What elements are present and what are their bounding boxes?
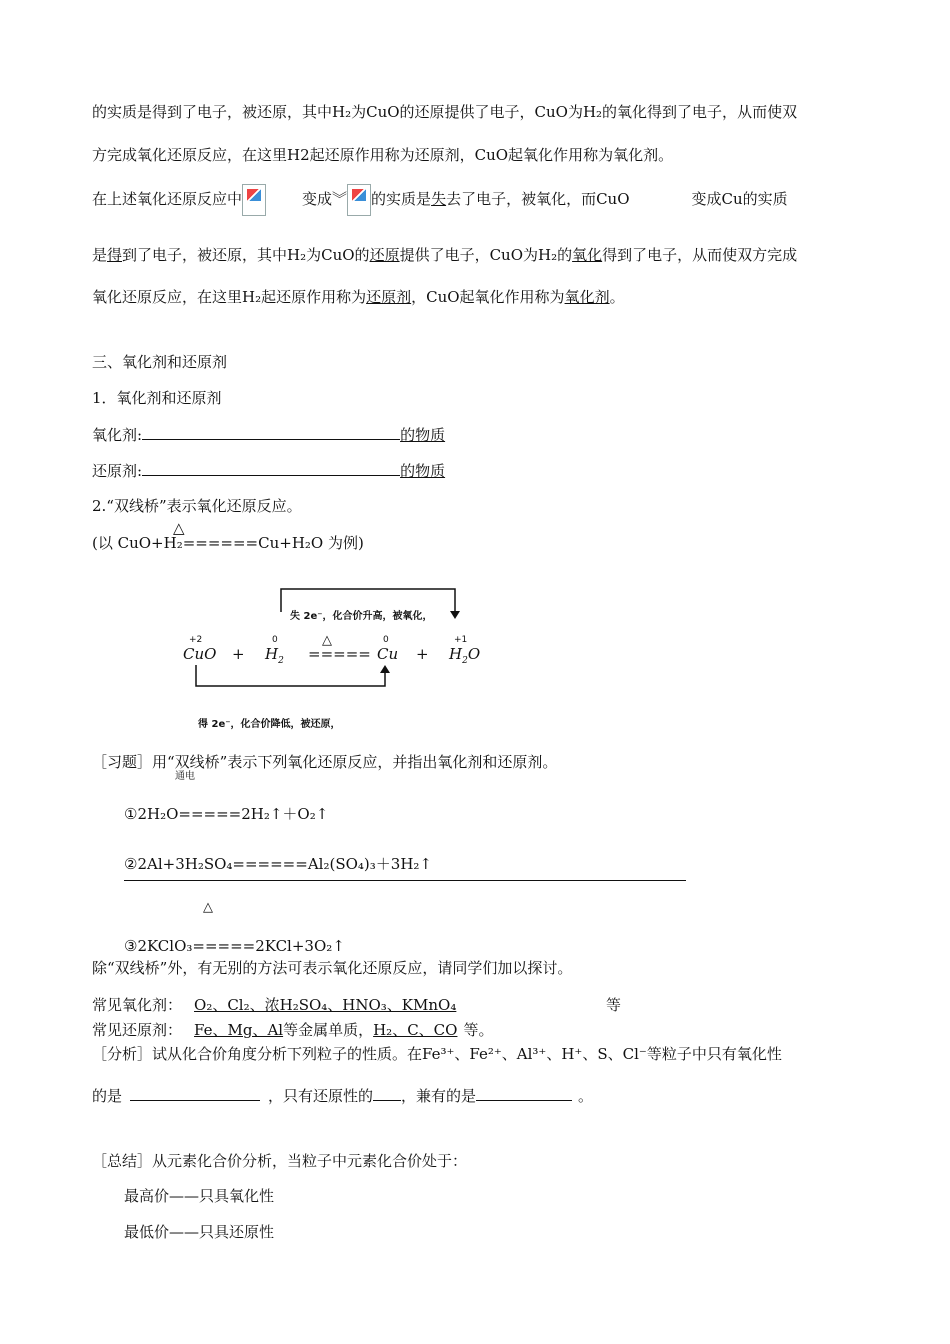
para2-underlined: 氧化 xyxy=(572,246,603,264)
para2-text: ，CuO起氧化作用称为 xyxy=(411,288,565,306)
reductant-label: 还原剂: xyxy=(92,462,143,480)
formula-h: H xyxy=(265,645,279,663)
common-oxidants xyxy=(92,995,621,1015)
para2-text: 在上述氧化还原反应中 xyxy=(92,190,243,208)
formula-h: H xyxy=(449,645,463,663)
reductant-line xyxy=(92,460,445,481)
para2-underlined: 得 xyxy=(107,246,123,264)
only-oxidizing-blank[interactable] xyxy=(130,1085,260,1101)
para2-underlined: 氧化剂 xyxy=(564,288,610,306)
common-label: 常见氧化剂： xyxy=(92,996,183,1014)
formula-h2o xyxy=(449,645,481,666)
para2-text: 到了电子，被还原，其中H₂为CuO的 xyxy=(122,246,370,264)
analysis-line1: ［分析］试从化合价角度分析下列粒子的性质。在Fe³⁺、Fe²⁺、Al³⁺、H⁺、S、Cl⁻等粒子中只有氧化性 xyxy=(92,1045,782,1063)
plus: + xyxy=(416,645,429,663)
summary-highest: 最高价——只具氧化性 xyxy=(124,1187,275,1205)
suffix: 的物质 xyxy=(400,426,446,444)
common-reductants-value-2: H₂、C、CO xyxy=(373,1021,458,1039)
analysis-text: 。 xyxy=(578,1087,594,1105)
para2-underlined: 还原剂 xyxy=(366,288,412,306)
summary-title: ［总结］从元素化合价分析，当粒子中元素化合价处于： xyxy=(92,1152,468,1170)
double-bridge-diagram xyxy=(170,585,510,735)
arrow-icon: ︾ xyxy=(332,190,348,208)
delta-symbol: △ xyxy=(322,633,332,648)
explore-text: 除“双线桥”外，有无别的方法可表示氧化还原反应，请同学们加以探讨。 xyxy=(92,959,573,977)
common-label: 常见还原剂： xyxy=(92,1021,183,1039)
oxidant-line xyxy=(92,424,445,445)
formula-cuo: CuO xyxy=(183,645,217,663)
analysis-text: ，只有还原性的 xyxy=(268,1087,374,1105)
oxidant-label: 氧化剂: xyxy=(92,426,143,444)
oxidant-blank[interactable] xyxy=(142,424,400,440)
ox-state: +1 xyxy=(454,635,468,645)
para2-text: 去了电子，被氧化，而CuO xyxy=(446,190,630,208)
para2-underlined: 失 xyxy=(431,190,447,208)
plus: + xyxy=(232,645,245,663)
para2-text: 的实质是 xyxy=(371,190,432,208)
formula-cu: Cu xyxy=(377,645,399,663)
formula-o: O xyxy=(467,645,481,663)
para2-line2 xyxy=(92,245,797,265)
formula-h2 xyxy=(265,645,284,666)
broken-image-icon xyxy=(242,184,266,216)
ox-state: 0 xyxy=(272,635,278,645)
para2-text: 变成 xyxy=(302,190,333,208)
para2-line1 xyxy=(92,184,788,216)
analysis-text: ，兼有的是 xyxy=(401,1087,477,1105)
equation-3: ③2KClO₃=====2KCl+3O₂↑ xyxy=(124,937,345,955)
ox-state: 0 xyxy=(383,635,389,645)
ox-state: +2 xyxy=(189,635,203,645)
delta-symbol: △ xyxy=(173,519,185,537)
para2-text: 提供了电子，CuO为H₂的 xyxy=(399,246,573,264)
suffix: 的物质 xyxy=(400,462,446,480)
common-reductants xyxy=(92,1020,493,1040)
common-mid: 等金属单质， xyxy=(283,1021,374,1039)
common-end: 等 xyxy=(606,996,622,1014)
para2-text: 得到了电子，从而使双方完成 xyxy=(602,246,798,264)
analysis-line2 xyxy=(92,1085,593,1106)
delta-symbol: △ xyxy=(203,900,213,915)
item2: 2.“双线桥”表示氧化还原反应。 xyxy=(92,497,302,515)
para2-text: 。 xyxy=(609,288,625,306)
electrolysis-label: 通电 xyxy=(175,771,195,782)
reductant-blank[interactable] xyxy=(142,460,400,476)
analysis-text: 的是 xyxy=(92,1087,123,1105)
item1: 1．氧化剂和还原剂 xyxy=(92,389,222,407)
subscript: 2 xyxy=(278,656,284,666)
para1-line2: 方完成氧化还原反应，在这里H2起还原作用称为还原剂，CuO起氧化作用称为氧化剂。 xyxy=(92,146,674,164)
exercise-intro: ［习题］用“双线桥”表示下列氧化还原反应，并指出氧化剂和还原剂。 xyxy=(92,753,558,771)
common-reductants-value: Fe、Mg、Al xyxy=(194,1021,284,1039)
para2-text: 是 xyxy=(92,246,108,264)
common-end: 等。 xyxy=(463,1021,494,1039)
common-oxidants-value: O₂、Cl₂、浓H₂SO₄、HNO₃、KMnO₄ xyxy=(194,996,457,1014)
answer-line[interactable] xyxy=(124,880,686,881)
para2-line3 xyxy=(92,287,625,307)
section-title: 三、氧化剂和还原剂 xyxy=(92,353,228,371)
para1-line1: 的实质是得到了电子，被还原，其中H₂为CuO的还原提供了电子，CuO为H₂的氧化得到了电子，从而使双 xyxy=(92,103,798,121)
para2-text: 变成Cu的实质 xyxy=(691,190,788,208)
para2-text: 氧化还原反应，在这里H₂起还原作用称为 xyxy=(92,288,367,306)
equation-2: ②2Al+3H₂SO₄======Al₂(SO₄)₃＋3H₂↑ xyxy=(124,855,432,873)
summary-lowest: 最低价——只具还原性 xyxy=(124,1223,275,1241)
para2-underlined: 还原 xyxy=(369,246,400,264)
both-blank[interactable] xyxy=(476,1085,572,1101)
broken-image-icon xyxy=(347,184,371,216)
bottom-bridge-label: 得 2e⁻，化合价降低，被还原， xyxy=(198,719,341,730)
subscript: 2 xyxy=(462,656,468,666)
top-bridge-label: 失 2e⁻，化合价升高，被氧化， xyxy=(290,611,433,622)
only-reducing-blank[interactable] xyxy=(373,1085,401,1101)
example: (以 CuO+H₂======Cu+H₂O 为例) xyxy=(92,534,364,552)
equation-1: ①2H₂O=====2H₂↑＋O₂↑ xyxy=(124,805,329,823)
equals-sign: ===== xyxy=(308,645,371,663)
